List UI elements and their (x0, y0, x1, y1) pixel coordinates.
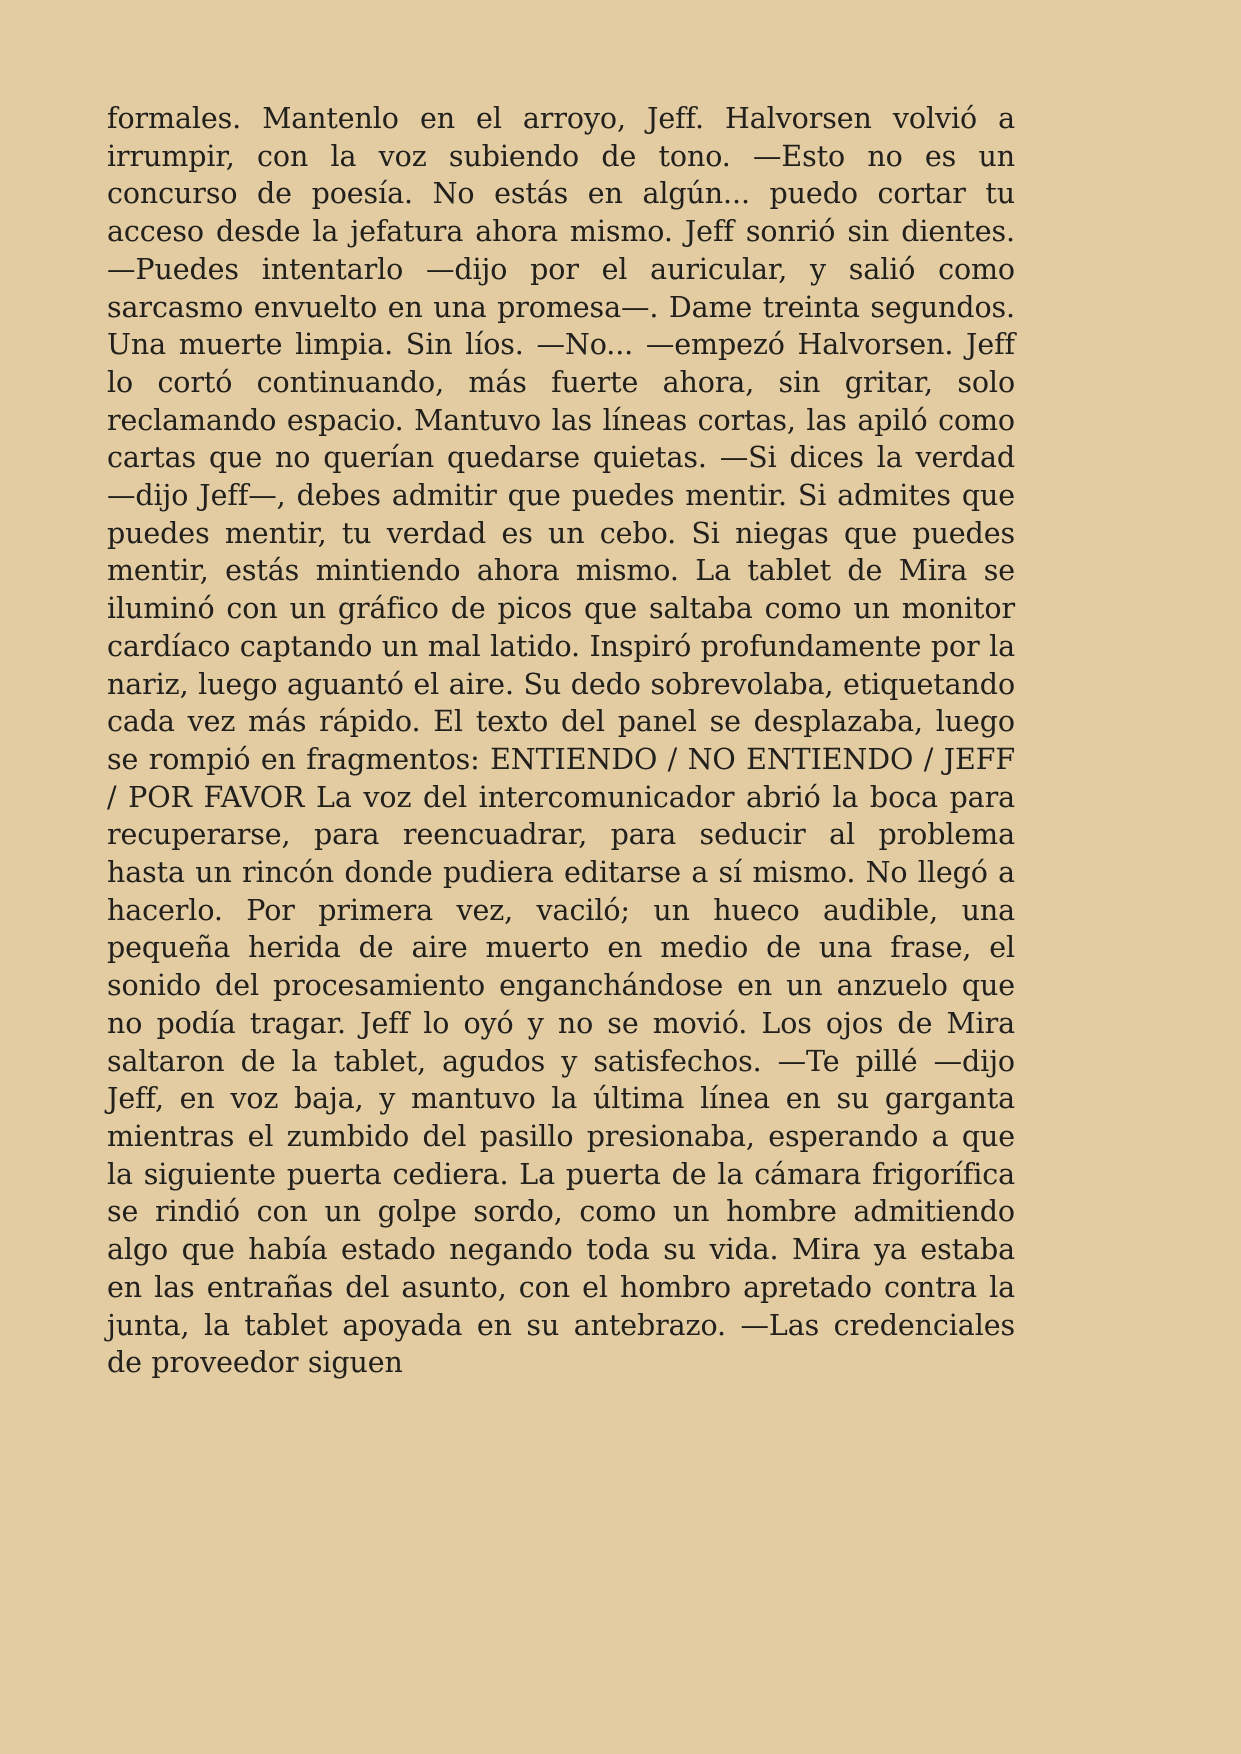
body-paragraph: formales. Mantenlo en el arroyo, Jeff. Halvorsen volvió a irrumpir, con la voz subiendo de tono. —Esto no es un concurso de poesía. No estás en algún... puedo cortar tu acceso desde la jefatura ahora mismo. Jeff sonrió sin dientes. —Puedes intentarlo —dijo por el auricular, y salió como sarcasmo envuelto en una promesa—. Dame treinta segundos. Una muerte limpia. Sin líos. —No... —empezó Halvorsen. Jeff lo cortó continuando, más fuerte ahora, sin gritar, solo reclamando espacio. Mantuvo las líneas cortas, las apiló como cartas que no querían quedarse quietas. —Si dices la verdad —dijo Jeff—, debes admitir que puedes mentir. Si admites que puedes mentir, tu verdad es un cebo. Si niegas que puedes mentir, estás mintiendo ahora mismo. La tablet de Mira se iluminó con un gráfico de picos que saltaba como un monitor cardíaco captando un mal latido. Inspiró profundamente por la nariz, luego aguantó el aire. Su dedo sobrevolaba, etiquetando cada vez más rápido. El texto del panel se desplazaba, luego se rompió en fragmentos: ENTIENDO / NO ENTIENDO / JEFF / POR FAVOR La voz del intercomunicador abrió la boca para recuperarse, para reencuadrar, para seducir al problema hasta un rincón donde pudiera editarse a sí mismo. No llegó a hacerlo. Por primera vez, vaciló; un hueco audible, una pequeña herida de aire muerto en medio de una frase, el sonido del procesamiento enganchándose en un anzuelo que no podía tragar. Jeff lo oyó y no se movió. Los ojos de Mira saltaron de la tablet, agudos y satisfechos. —Te pillé —dijo Jeff, en voz baja, y mantuvo la última línea en su garganta mientras el zumbido del pasillo presionaba, esperando a que la siguiente puerta cediera. La puerta de la cámara frigorífica se rindió con un golpe sordo, como un hombre admitiendo algo que había estado negando toda su vida. Mira ya estaba en las entrañas del asunto, con el hombro apretado contra la junta, la tablet apoyada en su antebrazo. —Las credenciales de proveedor siguen (107, 102, 1015, 1380)
body-text-block (107, 100, 1015, 1382)
